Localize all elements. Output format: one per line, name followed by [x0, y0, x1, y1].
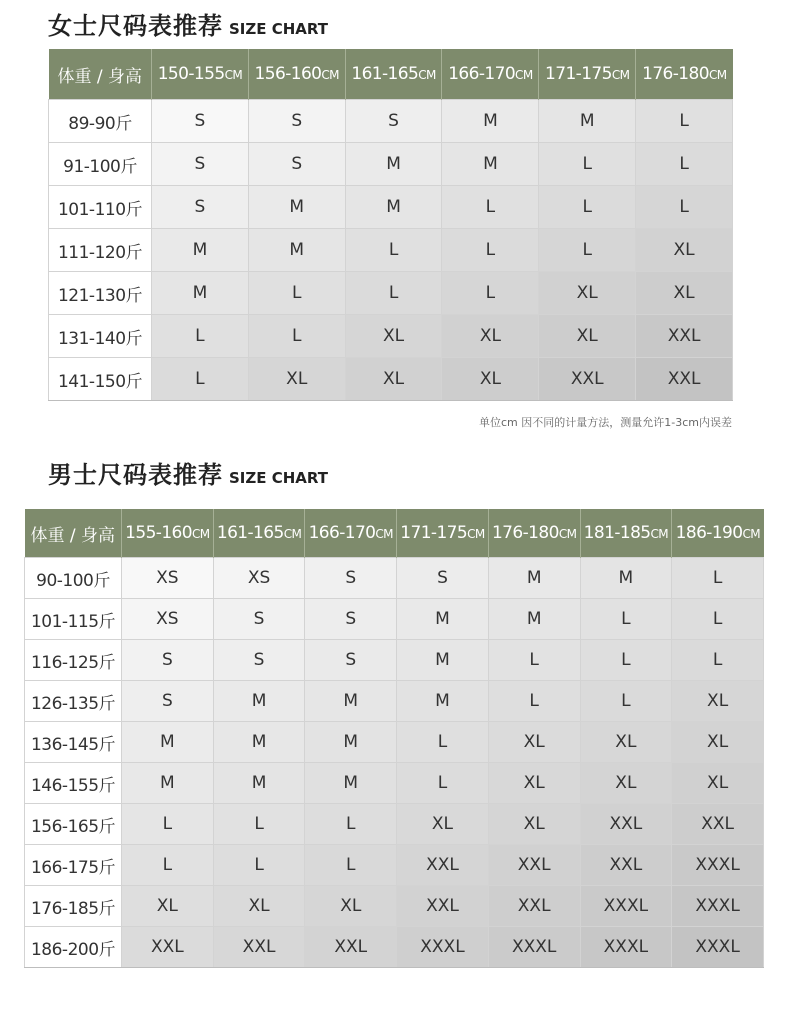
weight-row-label: 90-100斤 [25, 558, 122, 599]
height-column-header [488, 509, 580, 558]
size-cell: XL [580, 763, 672, 804]
size-cell: S [122, 640, 214, 681]
height-unit: CM [192, 527, 210, 541]
size-cell: S [122, 681, 214, 722]
weight-row-label: 91-100斤 [49, 143, 152, 186]
height-unit: CM [418, 68, 436, 82]
size-cell: M [488, 558, 580, 599]
table-row [49, 143, 733, 186]
table-row [25, 558, 764, 599]
size-cell: XXXL [672, 927, 764, 968]
height-unit: CM [515, 68, 533, 82]
weight-row-label: 131-140斤 [49, 315, 152, 358]
size-cell: L [636, 143, 733, 186]
table-row [25, 681, 764, 722]
table-row [49, 358, 733, 401]
size-cell: XXXL [672, 886, 764, 927]
size-cell: M [213, 681, 305, 722]
size-cell: L [539, 143, 636, 186]
height-range: 181-185 [583, 523, 651, 543]
men-size-chart-title [48, 455, 328, 490]
size-cell: XXL [488, 845, 580, 886]
height-range: 176-180 [491, 523, 559, 543]
size-cell: XXL [397, 845, 489, 886]
table-row [49, 315, 733, 358]
size-cell: XXL [397, 886, 489, 927]
table-row [25, 599, 764, 640]
height-unit: CM [708, 68, 727, 82]
table-row [49, 100, 733, 143]
weight-row-label: 156-165斤 [25, 804, 122, 845]
size-cell: S [248, 100, 345, 143]
size-cell: XXL [488, 886, 580, 927]
size-cell: L [580, 640, 672, 681]
size-cell: XS [122, 558, 214, 599]
height-unit: CM [224, 68, 243, 82]
size-cell: M [442, 100, 539, 143]
men-title-en: SIZE CHART [229, 469, 329, 487]
table-row [49, 229, 733, 272]
table-row [25, 722, 764, 763]
size-cell: S [152, 100, 249, 143]
size-cell: L [122, 804, 214, 845]
size-cell: M [122, 763, 214, 804]
size-cell: XL [248, 358, 345, 401]
height-range: 171-175 [545, 64, 612, 84]
size-cell: M [539, 100, 636, 143]
height-column-header [345, 49, 442, 100]
size-cell: M [213, 722, 305, 763]
height-range: 161-165 [216, 523, 284, 543]
height-column-header [152, 49, 249, 100]
size-cell: XXL [305, 927, 397, 968]
height-column-header [248, 49, 345, 100]
size-cell: XL [488, 722, 580, 763]
size-cell: XXL [213, 927, 305, 968]
size-cell: L [213, 845, 305, 886]
weight-row-label: 121-130斤 [49, 272, 152, 315]
size-cell: M [397, 681, 489, 722]
size-cell: XXL [122, 927, 214, 968]
height-range: 166-170 [308, 523, 376, 543]
height-column-header [122, 509, 214, 558]
women-title-zh: 女士尺码表推荐 [48, 12, 223, 40]
size-cell: S [345, 100, 442, 143]
size-cell: L [305, 845, 397, 886]
size-cell: XXXL [580, 886, 672, 927]
size-cell: L [345, 229, 442, 272]
weight-row-label: 89-90斤 [49, 100, 152, 143]
size-cell: XXXL [397, 927, 489, 968]
size-cell: M [345, 186, 442, 229]
size-cell: XL [672, 681, 764, 722]
height-column-header [213, 509, 305, 558]
size-cell: L [397, 763, 489, 804]
size-cell: XXL [636, 358, 733, 401]
size-cell: L [672, 640, 764, 681]
height-unit: CM [742, 527, 761, 541]
size-cell: M [122, 722, 214, 763]
size-cell: S [305, 599, 397, 640]
women-size-table [48, 49, 733, 401]
height-range: 186-190 [675, 523, 743, 543]
size-cell: XL [488, 763, 580, 804]
height-column-header [580, 509, 672, 558]
size-cell: XL [672, 763, 764, 804]
women-size-chart-title [48, 6, 328, 41]
women-title-en: SIZE CHART [229, 20, 329, 38]
size-cell: S [213, 599, 305, 640]
height-column-header [397, 509, 489, 558]
height-column-header [305, 509, 397, 558]
table-header-row [25, 509, 764, 558]
table-row [25, 763, 764, 804]
size-cell: XXL [672, 804, 764, 845]
size-cell: L [152, 358, 249, 401]
size-cell: XL [345, 315, 442, 358]
table-row [25, 886, 764, 927]
size-cell: L [636, 100, 733, 143]
size-cell: S [152, 186, 249, 229]
weight-row-label: 111-120斤 [49, 229, 152, 272]
size-cell: XL [442, 358, 539, 401]
size-cell: M [248, 186, 345, 229]
table-row [25, 845, 764, 886]
size-cell: L [442, 229, 539, 272]
size-cell: XL [636, 229, 733, 272]
size-cell: M [213, 763, 305, 804]
size-cell: M [397, 640, 489, 681]
size-cell: XL [397, 804, 489, 845]
height-unit: CM [650, 527, 669, 541]
size-cell: XXL [636, 315, 733, 358]
size-cell: XL [305, 886, 397, 927]
size-cell: XL [672, 722, 764, 763]
size-cell: L [442, 272, 539, 315]
size-cell: L [442, 186, 539, 229]
size-cell: XL [213, 886, 305, 927]
size-cell: XL [636, 272, 733, 315]
size-cell: L [672, 599, 764, 640]
size-cell: L [248, 315, 345, 358]
height-range: 150-155 [157, 64, 225, 84]
size-cell: L [213, 804, 305, 845]
height-range: 166-170 [448, 64, 516, 84]
weight-row-label: 166-175斤 [25, 845, 122, 886]
size-cell: L [580, 681, 672, 722]
height-range: 156-160 [254, 64, 322, 84]
size-cell: XL [122, 886, 214, 927]
size-cell: XXL [580, 845, 672, 886]
size-cell: M [152, 272, 249, 315]
size-cell: L [488, 640, 580, 681]
height-unit: CM [611, 68, 630, 82]
size-cell: M [345, 143, 442, 186]
men-title-zh: 男士尺码表推荐 [48, 461, 223, 489]
size-cell: S [213, 640, 305, 681]
size-cell: L [397, 722, 489, 763]
size-cell: L [636, 186, 733, 229]
size-cell: L [580, 599, 672, 640]
table-row [49, 186, 733, 229]
size-cell: XS [122, 599, 214, 640]
corner-header: 体重 / 身高 [25, 509, 122, 558]
height-column-header [636, 49, 733, 100]
size-cell: M [580, 558, 672, 599]
size-cell: M [397, 599, 489, 640]
table-row [25, 640, 764, 681]
size-cell: M [152, 229, 249, 272]
size-cell: L [122, 845, 214, 886]
height-unit: CM [375, 527, 393, 541]
size-cell: S [305, 640, 397, 681]
height-range: 161-165 [351, 64, 419, 84]
size-cell: XL [580, 722, 672, 763]
men-size-table [24, 509, 764, 968]
measurement-note: 单位cm 因不同的计量方法，测量允许1-3cm内误差 [479, 416, 732, 429]
height-range: 171-175 [400, 523, 468, 543]
table-row [49, 272, 733, 315]
weight-row-label: 136-145斤 [25, 722, 122, 763]
weight-row-label: 116-125斤 [25, 640, 122, 681]
weight-row-label: 101-110斤 [49, 186, 152, 229]
height-unit: CM [558, 527, 577, 541]
size-cell: S [397, 558, 489, 599]
size-cell: XXL [580, 804, 672, 845]
height-column-header [442, 49, 539, 100]
size-cell: XXXL [488, 927, 580, 968]
height-column-header [539, 49, 636, 100]
size-cell: M [488, 599, 580, 640]
size-cell: L [539, 186, 636, 229]
size-cell: XL [488, 804, 580, 845]
size-cell: S [305, 558, 397, 599]
size-cell: XS [213, 558, 305, 599]
size-cell: XL [345, 358, 442, 401]
size-cell: L [152, 315, 249, 358]
size-cell: XXXL [580, 927, 672, 968]
size-cell: L [672, 558, 764, 599]
size-cell: M [305, 722, 397, 763]
weight-row-label: 146-155斤 [25, 763, 122, 804]
weight-row-label: 101-115斤 [25, 599, 122, 640]
weight-row-label: 126-135斤 [25, 681, 122, 722]
size-cell: XXL [539, 358, 636, 401]
size-cell: M [305, 681, 397, 722]
size-cell: L [345, 272, 442, 315]
weight-row-label: 176-185斤 [25, 886, 122, 927]
size-cell: L [488, 681, 580, 722]
size-cell: M [442, 143, 539, 186]
height-unit: CM [283, 527, 302, 541]
table-row [25, 804, 764, 845]
size-cell: L [248, 272, 345, 315]
height-unit: CM [321, 68, 339, 82]
weight-row-label: 186-200斤 [25, 927, 122, 968]
size-cell: XL [539, 315, 636, 358]
corner-header: 体重 / 身高 [49, 49, 152, 100]
size-cell: XL [442, 315, 539, 358]
size-cell: XXXL [672, 845, 764, 886]
height-range: 155-160 [125, 523, 192, 543]
size-cell: S [152, 143, 249, 186]
table-row [25, 927, 764, 968]
height-range: 176-180 [642, 64, 709, 84]
table-header-row [49, 49, 733, 100]
size-cell: XL [539, 272, 636, 315]
height-unit: CM [467, 527, 485, 541]
height-column-header [672, 509, 764, 558]
size-cell: M [248, 229, 345, 272]
size-cell: S [248, 143, 345, 186]
weight-row-label: 141-150斤 [49, 358, 152, 401]
size-cell: L [305, 804, 397, 845]
size-cell: M [305, 763, 397, 804]
size-cell: L [539, 229, 636, 272]
